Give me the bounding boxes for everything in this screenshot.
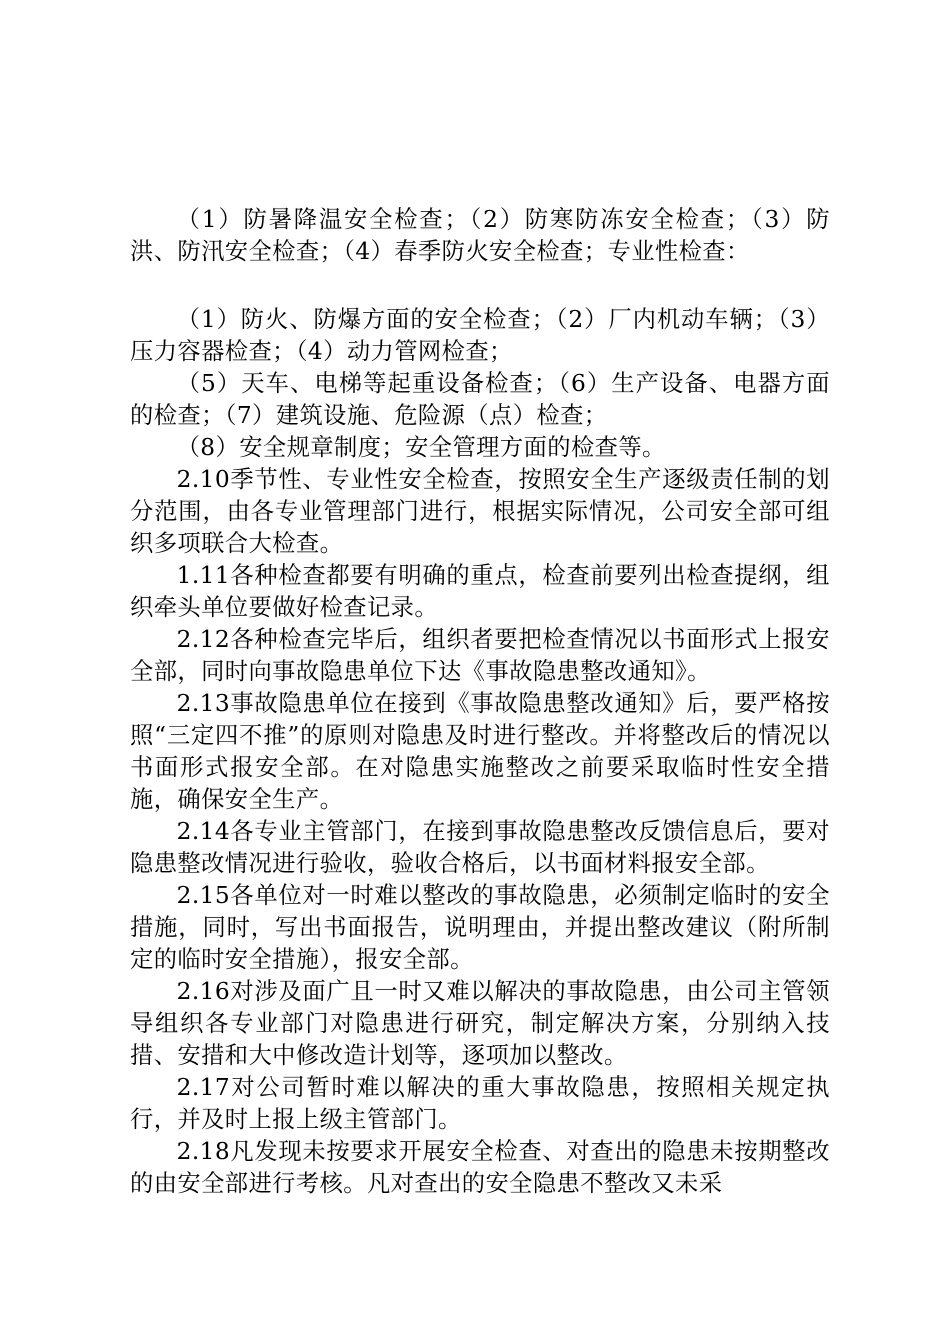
paragraph-gap xyxy=(130,268,830,304)
paragraph-2-15: 2.15各单位对一时难以整改的事故隐患，必须制定临时的安全措施，同时，写出书面报告，说明理由，并提出整改建议（附所制定的临时安全措施），报安全部。 xyxy=(130,882,830,973)
paragraph-1-11: 1.11各种检查都要有明确的重点，检查前要列出检查提纲，组织牵头单位要做好检查记录。 xyxy=(130,562,830,621)
paragraph-special-checks-1: （1）防火、防爆方面的安全检查；（2）厂内机动车辆；（3）压力容器检查；（4）动力管网检查； xyxy=(130,306,830,365)
paragraph-2-16: 2.16对涉及面广且一时又难以解决的事故隐患，由公司主管领导组织各专业部门对隐患进行研究，制定解决方案，分别纳入技措、安措和大中修改造计划等，逐项加以整改。 xyxy=(130,978,830,1069)
document-body xyxy=(130,204,830,1200)
paragraph-2-10: 2.10季节性、专业性安全检查，按照安全生产逐级责任制的划分范围，由各专业管理部门进行，根据实际情况，公司安全部可组织多项联合大检查。 xyxy=(130,466,830,557)
paragraph-special-checks-3: （8）安全规章制度；安全管理方面的检查等。 xyxy=(176,434,666,461)
paragraph-seasonal-checks: （1）防暑降温安全检查；（2）防寒防冻安全检查；（3）防洪、防汛安全检查；（4）春季防火安全检查；专业性检查： xyxy=(130,206,830,265)
paragraph-2-13: 2.13事故隐患单位在接到《事故隐患整改通知》后，要严格按照“三定四不推”的原则对隐患及时进行整改。并将整改后的情况以书面形式报安全部。在对隐患实施整改之前要采取临时性安全措施，确保安全生产。 xyxy=(130,690,830,813)
paragraph-2-18: 2.18凡发现未按要求开展安全检查、对查出的隐患未按期整改的由安全部进行考核。凡对查出的安全隐患不整改又未采 xyxy=(130,1138,830,1197)
paragraph-2-14: 2.14各专业主管部门，在接到事故隐患整改反馈信息后，要对隐患整改情况进行验收，验收合格后，以书面材料报安全部。 xyxy=(130,818,830,877)
paragraph-special-checks-2: （5）天车、电梯等起重设备检查；（6）生产设备、电器方面的检查；（7）建筑设施、危险源（点）检查； xyxy=(130,370,830,429)
paragraph-2-12: 2.12各种检查完毕后，组织者要把检查情况以书面形式上报安全部，同时向事故隐患单位下达《事故隐患整改通知》。 xyxy=(130,626,830,685)
paragraph-2-17: 2.17对公司暂时难以解决的重大事故隐患，按照相关规定执行，并及时上报上级主管部门。 xyxy=(130,1074,830,1133)
